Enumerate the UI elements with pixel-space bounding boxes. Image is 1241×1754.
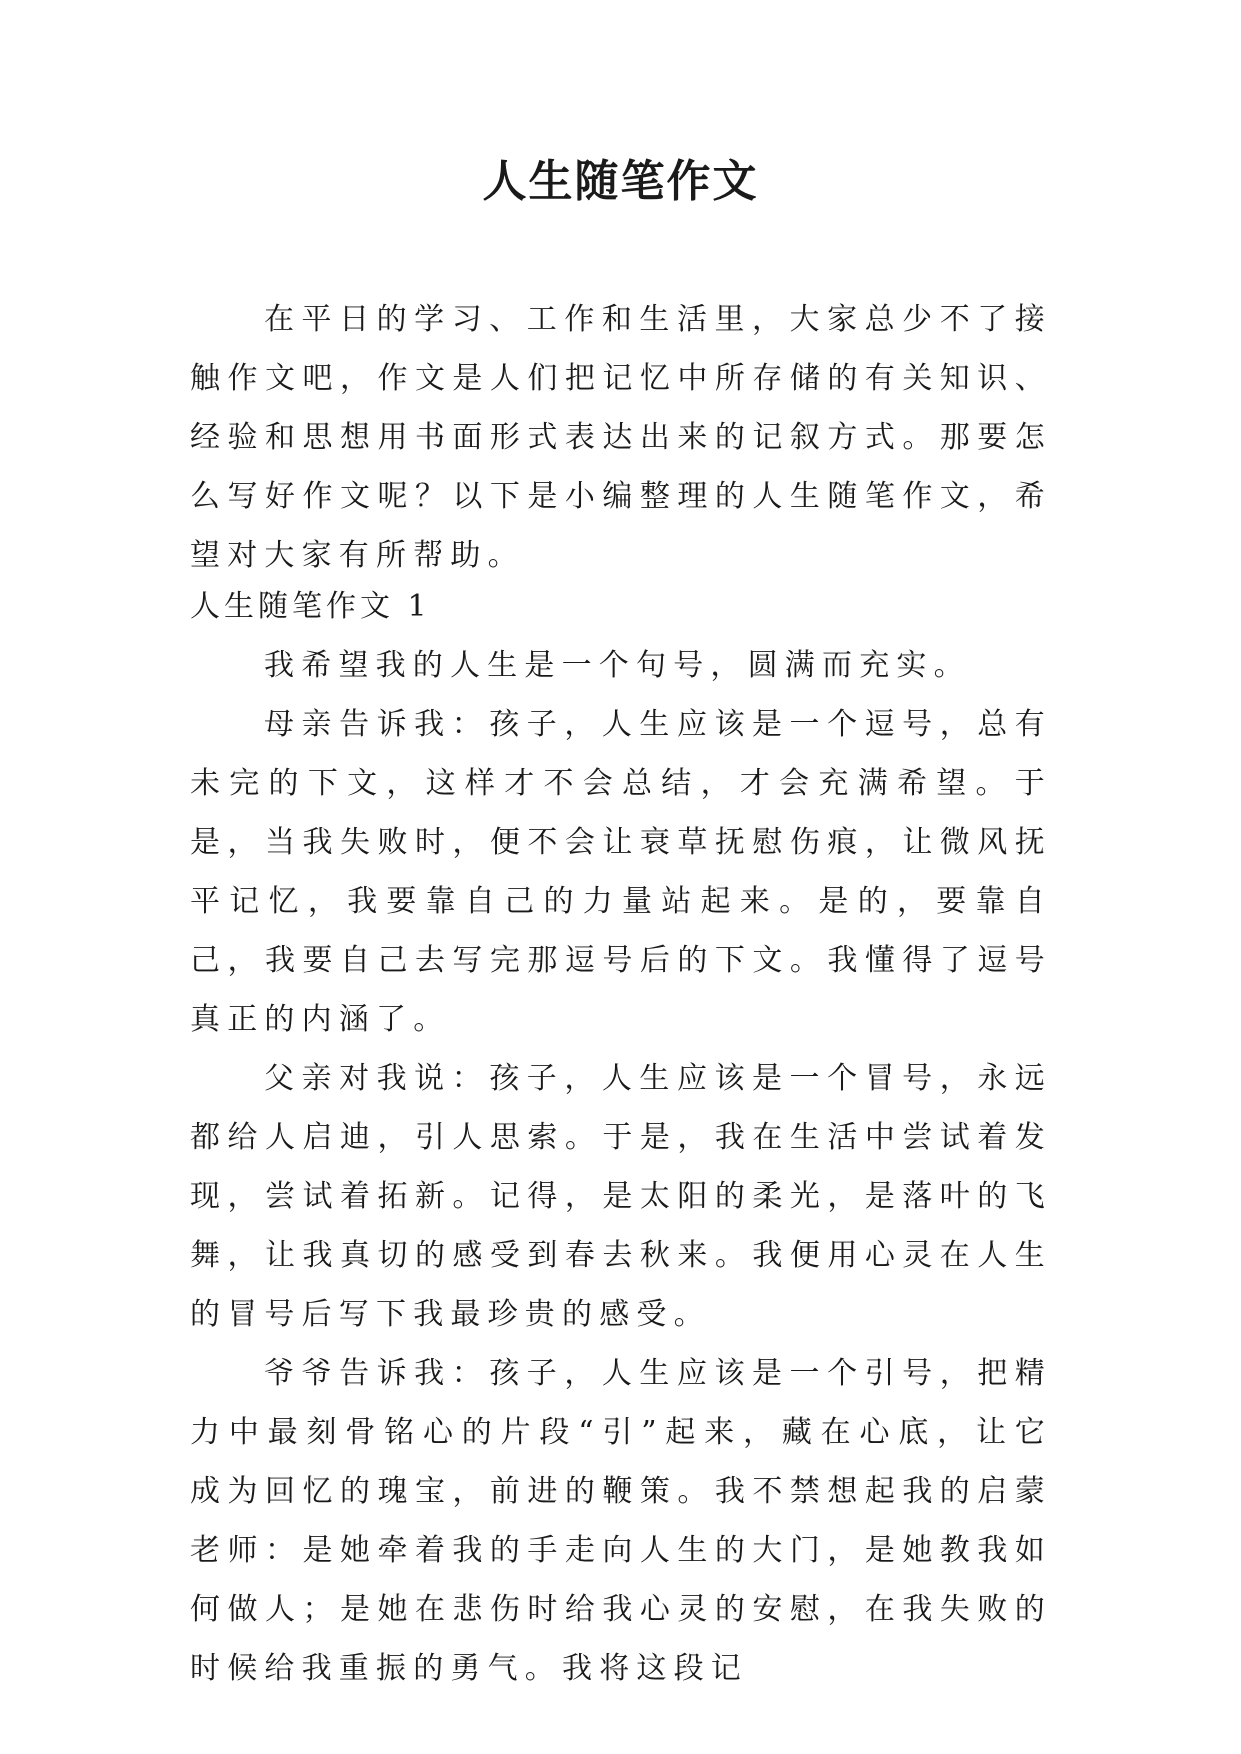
essay-paragraph: 爷爷告诉我：孩子，人生应该是一个引号，把精力中最刻骨铭心的片段“引”起来，藏在心底，让它成为回忆的瑰宝，前进的鞭策。我不禁想起我的启蒙老师：是她牵着我的手走向人生的大门，是她教我如何做人；是她在悲伤时给我心灵的安慰，在我失败的时候给我重振的勇气。我将这段记 xyxy=(190,1356,1052,1686)
intro-block xyxy=(190,290,1052,585)
essay-paragraph: 父亲对我说：孩子，人生应该是一个冒号，永远都给人启迪，引人思索。于是，我在生活中尝试着发现，尝试着拓新。记得，是太阳的柔光，是落叶的飞舞，让我真切的感受到春去秋来。我便用心灵在人生的冒号后写下我最珍贵的感受。 xyxy=(190,1061,1052,1332)
intro-paragraph: 在平日的学习、工作和生活里，大家总少不了接触作文吧，作文是人们把记忆中所存储的有关知识、经验和思想用书面形式表达出来的记叙方式。那要怎么写好作文呢？以下是小编整理的人生随笔作文，希望对大家有所帮助。 xyxy=(190,302,1052,573)
essay-block xyxy=(190,577,1052,1698)
essay-paragraph: 我希望我的人生是一个句号，圆满而充实。 xyxy=(264,648,971,683)
document-title: 人生随笔作文 xyxy=(482,156,759,207)
section-heading: 人生随笔作文 1 xyxy=(190,589,431,624)
essay-paragraph: 母亲告诉我：孩子，人生应该是一个逗号，总有未完的下文，这样才不会总结，才会充满希望。于是，当我失败时，便不会让衰草抚慰伤痕，让微风抚平记忆，我要靠自己的力量站起来。是的，要靠自己，我要自己去写完那逗号后的下文。我懂得了逗号真正的内涵了。 xyxy=(190,707,1052,1037)
